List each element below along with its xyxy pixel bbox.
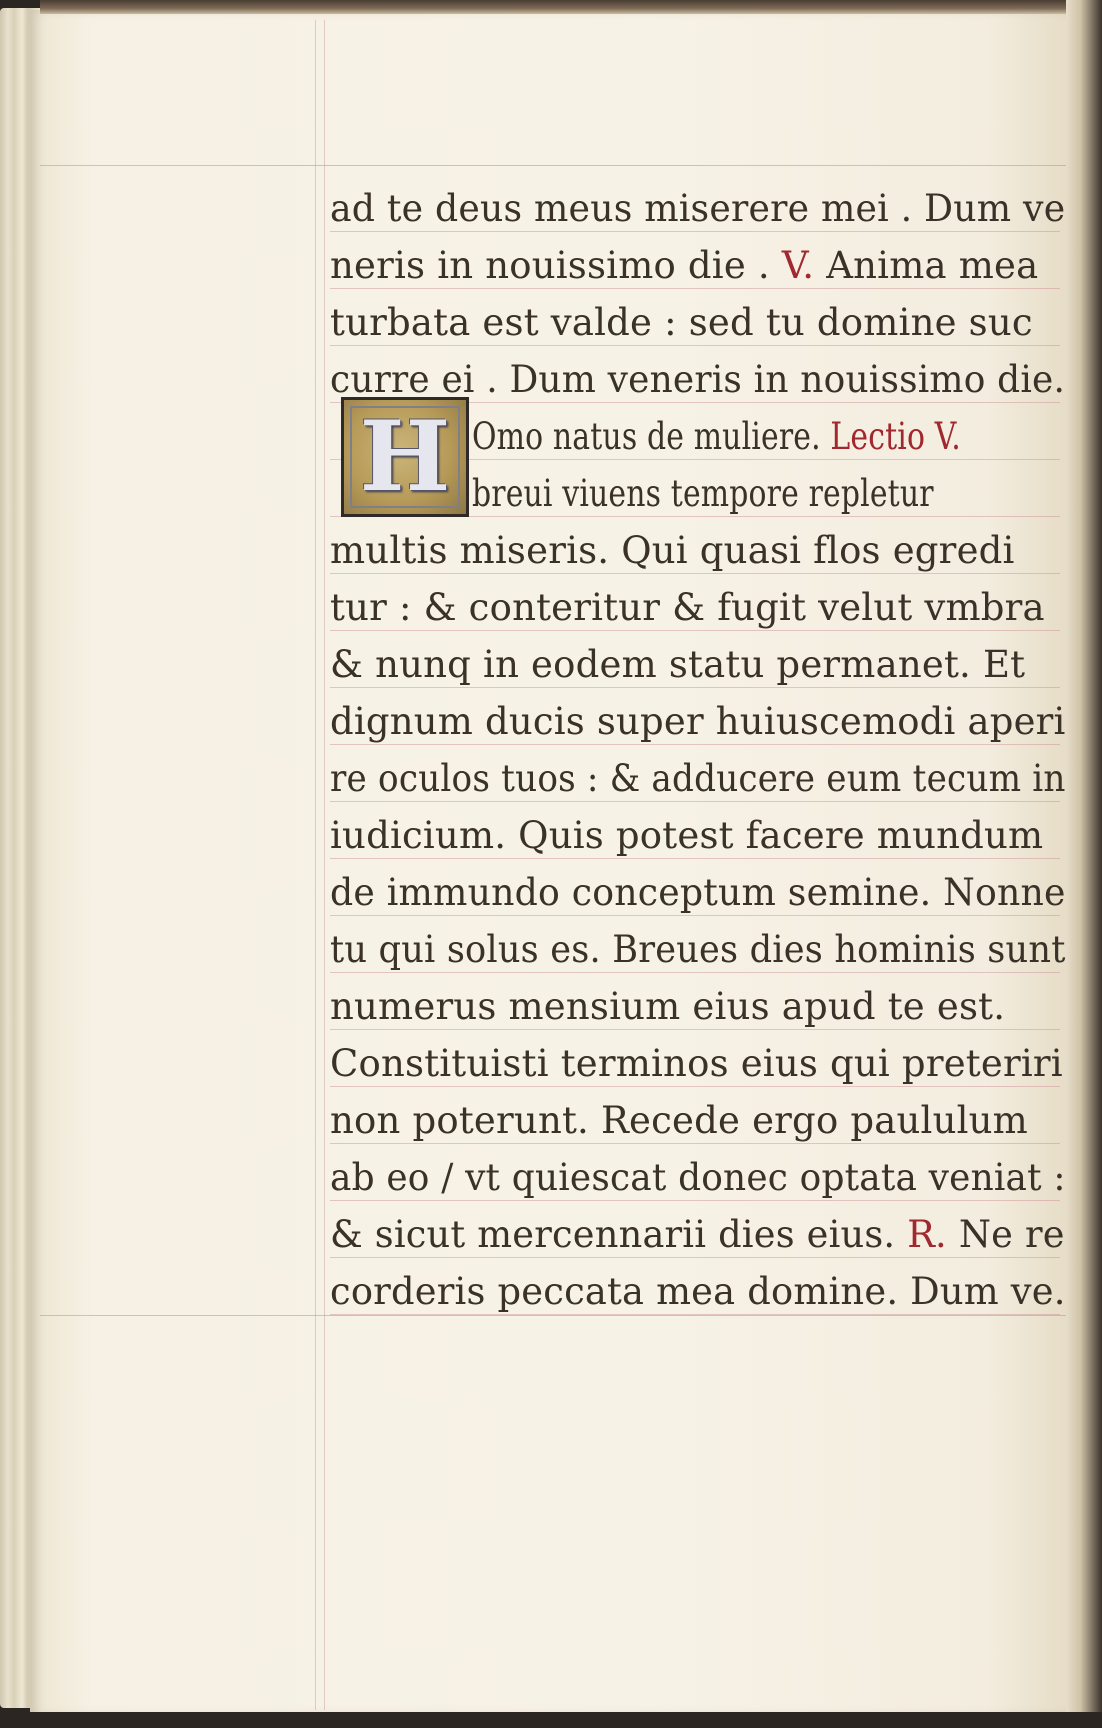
line-text: Anima mea	[814, 244, 1039, 287]
text-line	[330, 636, 1065, 693]
ruling-left-margin	[324, 20, 325, 1710]
initial-letter: H	[359, 400, 451, 513]
text-line	[330, 522, 1065, 579]
text-line	[472, 408, 1065, 465]
illuminated-initial	[341, 397, 469, 517]
line-text: multis miseris. Qui quasi flos egredi	[330, 529, 1015, 572]
line-text: & nunq in eodem statu permanet. Et	[330, 643, 1026, 686]
line-text: Ne re	[946, 1213, 1065, 1256]
line-text: turbata est valde : sed tu domine suc	[330, 301, 1033, 344]
text-line	[330, 1092, 1065, 1149]
text-line	[472, 465, 1065, 522]
text-line	[330, 1206, 1065, 1263]
line-text: breui viuens tempore repletur	[472, 472, 934, 515]
rubric-text: R.	[907, 1213, 947, 1256]
line-text: numerus mensium eius apud te est.	[330, 985, 1006, 1028]
line-text: & sicut mercennarii dies eius.	[330, 1213, 908, 1256]
line-text: Omo natus de muliere.	[472, 415, 831, 458]
ruling-left-margin-outer	[315, 20, 316, 1710]
text-line	[330, 1035, 1065, 1092]
text-line	[330, 294, 1065, 351]
text-line	[330, 579, 1065, 636]
line-text: iudicium. Quis potest facere mundum	[330, 814, 1044, 857]
ruling-top	[40, 165, 1066, 166]
text-line	[330, 978, 1065, 1035]
page-top-edge	[40, 0, 1102, 14]
text-line	[330, 1263, 1066, 1320]
line-text: curre ei . Dum veneris in nouissimo die.	[330, 358, 1066, 401]
page-right-edge	[1066, 0, 1102, 1728]
line-text: ab eo / vt quiescat donec optata veniat :	[330, 1156, 1066, 1199]
line-text: corderis peccata mea domine. Dum ve.	[330, 1270, 1066, 1313]
text-line	[330, 1149, 1066, 1206]
rubric-text: V.	[781, 244, 815, 287]
line-text: Constituisti terminos eius qui preteriri	[330, 1042, 1063, 1085]
text-line	[330, 180, 1066, 237]
line-text: tur : & conteritur & fugit velut vmbra	[330, 586, 1045, 629]
line-text: de immundo conceptum semine. Nonne	[330, 871, 1066, 914]
text-line	[330, 864, 1066, 921]
text-line	[330, 750, 1066, 807]
text-line	[330, 351, 1066, 408]
line-text: neris in nouissimo die .	[330, 244, 782, 287]
line-text: re oculos tuos : & adducere eum tecum in	[330, 757, 1066, 800]
rubric-text: Lectio V.	[830, 415, 961, 458]
text-line	[330, 237, 1065, 294]
text-line	[330, 693, 1064, 750]
text-line	[330, 921, 1066, 978]
line-text: ad te deus meus miserere mei . Dum ve	[330, 187, 1066, 230]
line-text: tu qui solus es. Breues dies hominis sunt	[330, 928, 1066, 971]
line-text: non poterunt. Recede ergo paululum	[330, 1099, 1028, 1142]
line-text: dignum ducis super huiuscemodi aperi	[330, 700, 1066, 743]
text-line	[330, 807, 1065, 864]
page-bottom-edge	[0, 1712, 1102, 1728]
